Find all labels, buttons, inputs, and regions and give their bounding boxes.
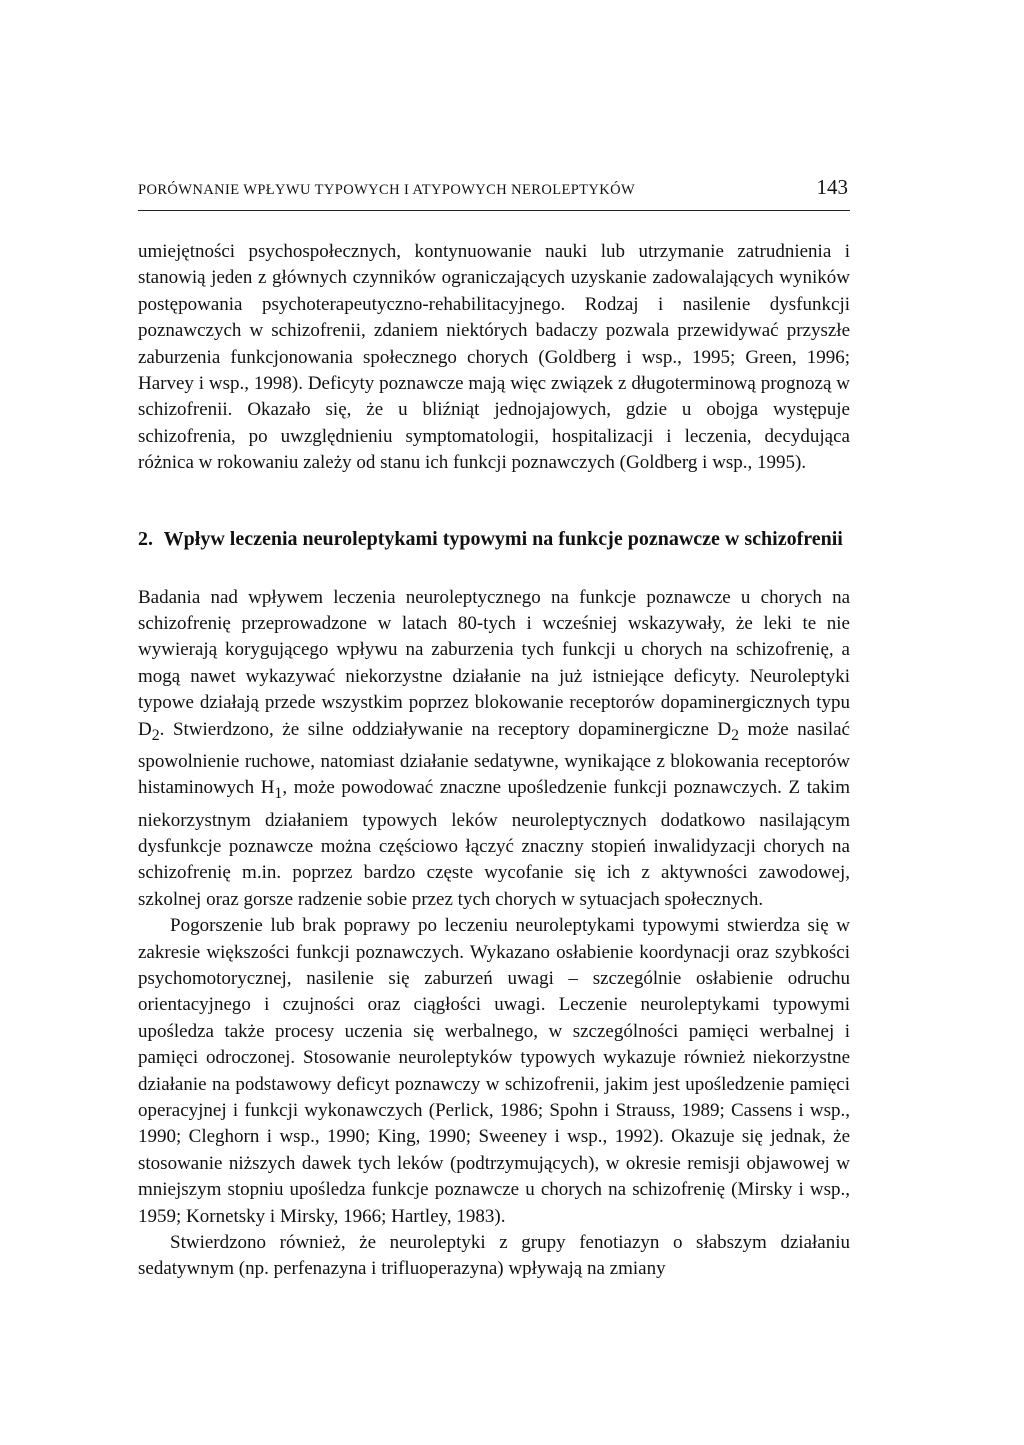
text-run: Badania nad wpływem leczenia neuroleptycznego na funkcje poznawcze u chorych na schizofrenię przeprowadzone w latach 80-tych i wcześniej wskazywały, że leki te nie wywierają korygującego wpływu na zaburzenia tych funkcji u chorych na schizofrenię, a mogą nawet wykazywać niekorzystne działanie na już istniejące deficyty. Neuroleptyki typowe działają przede wszystkim poprzez blokowanie receptorów dopaminergicznych typu D bbox=[138, 586, 850, 740]
body-paragraph-2 bbox=[138, 585, 850, 913]
subscript: 2 bbox=[731, 726, 739, 744]
section-number: 2. bbox=[138, 527, 153, 550]
section-title: Wpływ leczenia neuroleptykami typowymi na funkcje poznawcze w schizofrenii bbox=[163, 527, 843, 550]
body-paragraph-3: Pogorszenie lub brak poprawy po leczeniu neuroleptykami typowymi stwierdza się w zakresie większości funkcji poznawczych. Wykazano osłabienie koordynacji oraz szybkości psychomotorycznej, nasilenie się zaburzeń uwagi – szczególnie osłabienie odruchu orientacyjnego i czujności oraz ciągłości uwagi. Leczenie neuroleptykami typowymi upośledza także procesy uczenia się werbalnego, w szczególności pamięci werbalnej i pamięci odroczonej. Stosowanie neuroleptyków typowych wykazuje również niekorzystne działanie na podstawowy deficyt poznawczy w schizofrenii, jakim jest upośledzenie pamięci operacyjnej i funkcji wykonawczych (Perlick, 1986; Spohn i Strauss, 1989; Cassens i wsp., 1990; Cleghorn i wsp., 1990; King, 1990; Sweeney i wsp., 1992). Okazuje się jednak, że stosowanie niższych dawek tych leków (podtrzymujących), w okresie remisji objawowej w mniejszym stopniu upośledza funkcje poznawcze u chorych na schizofrenię (Mirsky i wsp., 1959; Kornetsky i Mirsky, 1966; Hartley, 1983). bbox=[138, 915, 850, 1227]
text-run: może nasilać spowolnienie ruchowe, natomiast działanie sedatywne, wynikające z blokowania receptorów histaminowych H bbox=[138, 718, 850, 799]
running-header-title: PORÓWNANIE WPŁYWU TYPOWYCH I ATYPOWYCH NEROLEPTYKÓW bbox=[138, 182, 636, 198]
body-paragraph-4: Stwierdzono również, że neuroleptyki z grupy fenotiazyn o słabszym działaniu sedatywnym (np. perfenazyna i trifluoperazyna) wpływają na zmiany bbox=[138, 1232, 850, 1280]
subscript: 1 bbox=[274, 785, 283, 803]
page-number: 143 bbox=[816, 175, 848, 199]
subscript: 2 bbox=[151, 726, 160, 744]
text-run: . Stwierdzono, że silne oddziaływanie na receptory dopaminergiczne D bbox=[159, 718, 732, 740]
page bbox=[138, 172, 850, 1283]
section-heading bbox=[138, 525, 850, 553]
text-run: , może powodować znaczne upośledzenie funkcji poznawczych. Z takim niekorzystnym działaniem typowych leków neuroleptycznych dodatkowo nasilającym dysfunkcje poznawcze można częściowo łączyć znaczny stopień inwalidyzacji chorych na schizofrenię m.in. poprzez bardzo częste wycofanie się ich z aktywności zawodowej, szkolnej oraz gorsze radzenie sobie przez tych chorych w sytuacjach społecznych. bbox=[138, 777, 850, 910]
running-header bbox=[138, 172, 850, 211]
body-paragraph-1: umiejętności psychospołecznych, kontynuowanie nauki lub utrzymanie zatrudnienia i stanowią jeden z głównych czynników ograniczających uzyskanie zadowalających wyników postępowania psychoterapeutyczno-rehabilitacyjnego. Rodzaj i nasilenie dysfunkcji poznawczych w schizofrenii, zdaniem niektórych badaczy pozwala przewidywać przyszłe zaburzenia funkcjonowania społecznego chorych (Goldberg i wsp., 1995; Green, 1996; Harvey i wsp., 1998). Deficyty poznawcze mają więc związek z długoterminową prognozą w schizofrenii. Okazało się, że u bliźniąt jednojajowych, gdzie u obojga występuje schizofrenia, po uwzględnieniu symptomatologii, hospitalizacji i leczenia, decydująca różnica w rokowaniu zależy od stanu ich funkcji poznawczych (Goldberg i wsp., 1995). bbox=[138, 241, 850, 474]
